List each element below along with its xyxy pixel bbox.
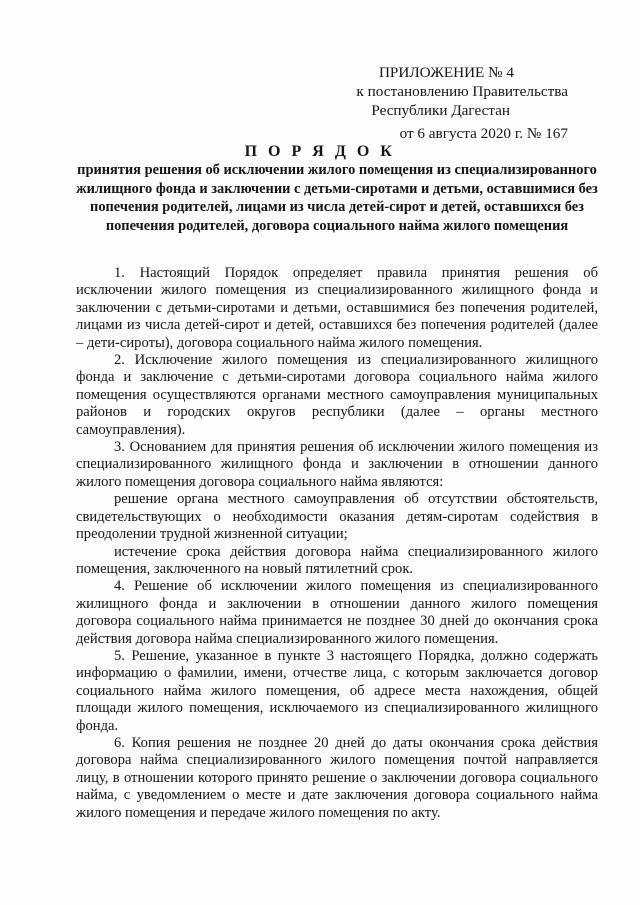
paragraph-3-item-1: решение органа местного самоуправления об отсутствии обстоятельств, свидетельствующих о необходимости оказания детям-сиротам содействия в преодолении трудной жизненной ситуации;	[76, 491, 598, 543]
document-subtitle: принятия решения об исключении жилого помещения из специализированного жилищного фонда и заключении с детьми-сиротами и детьми, оставшимися без попечения родителей, лицами из числа детей-сирот и детей, оставшихся без попечения родителей, договора социального найма жилого помещения	[76, 162, 598, 234]
attachment-number: ПРИЛОЖЕНИЕ № 4	[378, 64, 514, 81]
paragraph-5: 5. Решение, указанное в пункте 3 настоящего Порядка, должно содержать информацию о фамилии, имени, отчестве лица, с которым заключается договор социального найма жилого помещения, об адресе места нахождения, общей площади жилого помещения, исключаемого из специализированного жилищного фонда.	[76, 647, 598, 734]
document-title: П О Р Я Д О К	[244, 143, 396, 160]
attachment-header	[268, 63, 568, 143]
attachment-republic: Республики Дагестан	[371, 102, 510, 119]
paragraph-3-item-2: истечение срока действия договора найма специализированного жилого помещения, заключенного на новый пятилетний срок.	[76, 543, 598, 577]
document-body	[76, 265, 598, 822]
paragraph-1: 1. Настоящий Порядок определяет правила принятия решения об исключении жилого помещения из специализированного жилищного фонда и заключении с детьми-сиротами и детьми, оставшимися без попечения родителей, лицами из числа детей-сирот и детей, оставшихся без попечения родителей (далее – дети-сироты), договора социального найма жилого помещения.	[76, 265, 598, 351]
paragraph-2: 2. Исключение жилого помещения из специализированного жилищного фонда и заключение с детьми-сиротами договора социального найма жилого помещения осуществляются органами местного самоуправления муниципальных районов и городских округов республики (далее – органы местного самоуправления).	[76, 352, 598, 438]
paragraph-4: 4. Решение об исключении жилого помещения из специализированного жилищного фонда и заключении в отношении данного жилого помещения договора социального найма принимается не позднее 30 дней до окончания срока действия договора найма специализированного жилого помещения.	[76, 578, 598, 647]
attachment-reference: к постановлению Правительства	[356, 83, 568, 100]
attachment-date: от 6 августа 2020 г. № 167	[399, 125, 568, 142]
paragraph-3: 3. Основанием для принятия решения об исключении жилого помещения из специализированного жилищного фонда и заключении в отношении данного жилого помещения договора социального найма являются:	[76, 439, 598, 490]
paragraph-6: 6. Копия решения не позднее 20 дней до даты окончания срока действия договора найма специализированного жилого помещения почтой направляется лицу, в отношении которого принято решение о заключении договора социального найма, с уведомлением о месте и дате заключения договора социального найма жилого помещения и передаче жилого помещения по акту.	[76, 734, 598, 821]
